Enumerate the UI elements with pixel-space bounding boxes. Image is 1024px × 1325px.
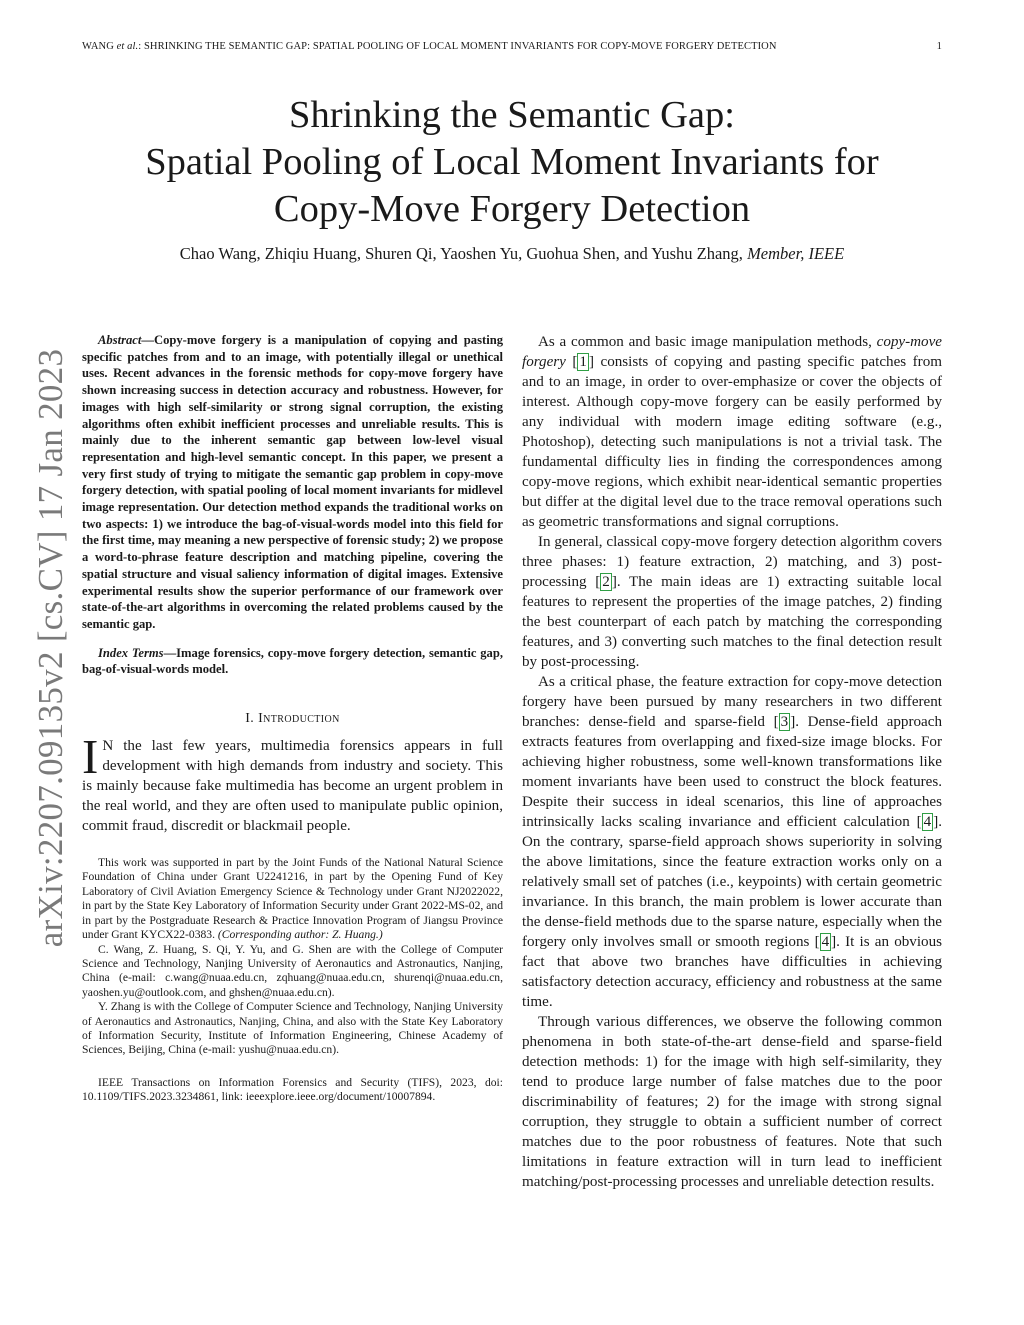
affiliation-footnote-1: C. Wang, Z. Huang, S. Qi, Y. Yu, and G. Shen are with the College of Computer Science and Technology, Nanjing University of Aeronautics and Astronautics, Nanjing, China (e-mail: c.wang@nuaa.edu.cn, zqhuang@nuaa.edu.cn, shurenqi@nuaa.edu.cn, yaoshen.yu@outlook.com, and ghshen@nuaa.edu.cn). [82, 942, 503, 999]
footnotes [82, 856, 503, 1105]
citation-link[interactable]: 2 [602, 574, 610, 590]
section-heading-introduction: I. Introduction [245, 711, 340, 727]
paragraph-2: In general, classical copy-move forgery detection algorithm covers three phases: 1) feature extraction, 2) matching, and 3) post-processing [ 2 ]. The main ideas are 1) extracting suitable local features to represent the properties of the image patches, 2) finding the best counterpart of each patch by matching the corresponding features, and 3) converting such matches to the final detection result by post-processing. [522, 534, 942, 670]
citation-link[interactable]: 4 [821, 934, 830, 950]
affiliation-footnote-2: Y. Zhang is with the College of Computer Science and Technology, Nanjing University of Aeronautics and Astronautics, Nanjing, China, and also with the State Key Laboratory of Information Security, Institute of Information Engineering, Chinese Academy of Sciences, Beijing, China (e-mail: yushu@nuaa.edu.cn). [82, 1000, 503, 1057]
paragraph-4: Through various differences, we observe the following common phenomena in both state-of-the-art dense-field and sparse-field detection methods: 1) for the image with high self-similarity, they tend to produce large number of false matches due to the poor discriminability of features; 2) for the image with strong signal corruption, they struggle to obtain a sufficient number of correct matches due to the poor robustness of features. Note that such limitations in feature extraction will in turn lead to inefficient matching/post-processing processes and unreliable detection results. [522, 1014, 942, 1190]
funding-footnote: This work was supported in part by the Joint Funds of the National Natural Science Foundation of China under Grant U2241216, in part by the Opening Fund of Key Laboratory of Civil Aviation Emergency Science & Technology under Grant NJ2022022, in part by the State Key Laboratory of Information Security under Grant 2022-MS-02, and in part by the Postgraduate Research & Practice Innovation Program of Jiangsu Province under Grant KYCX22-0383. (Corresponding author: Z. Huang.) [82, 856, 503, 942]
authors-names: Chao Wang, Zhiqiu Huang, Shuren Qi, Yaoshen Yu, Guohua Shen, and Yushu Zhang, [179, 244, 743, 263]
title-line-3: Copy-Move Forgery Detection [273, 188, 751, 230]
citation-link[interactable]: 1 [579, 354, 587, 370]
author-list [82, 244, 942, 264]
title-line-1: Shrinking the Semantic Gap: [289, 94, 735, 136]
paragraph-1: As a common and basic image manipulation methods, copy-move forgery [ 1 ] consists of copying and pasting specific patches from and to an image, in order to over-emphasize or cover the objects of interest. Although copy-move forgery can be easily performed by any individual with modern image editing software (e.g., Photoshop), detecting such manipulations is not a trivial task. The fundamental difficulty lies in finding the correspondences among copy-move regions, which exhibit near-identical semantic properties but differ at the digital level due to the trace removal operations such as geometric transformations and signal corruptions. [522, 334, 942, 530]
publication-note: IEEE Transactions on Information Forensics and Security (TIFS), 2023, doi: 10.1109/TIFS.2023.3234861, link: ieeexplore.ieee.org/document/10007894. [82, 1075, 503, 1104]
title-line-2: Spatial Pooling of Local Moment Invariants for [145, 141, 879, 183]
dropcap-letter: I [82, 729, 99, 785]
abstract [82, 332, 503, 633]
left-column [82, 332, 503, 1105]
page-number: 1 [936, 41, 942, 52]
index-terms-text: —Image forensics, copy-move forgery detection, semantic gap, bag-of-visual-words model. [82, 645, 503, 677]
right-column [522, 332, 942, 1192]
author-membership: Member, IEEE [747, 244, 845, 263]
citation-link[interactable]: 3 [780, 714, 789, 730]
citation-link[interactable]: 4 [923, 814, 932, 830]
paper-title [82, 92, 942, 233]
abstract-label: Abstract [98, 333, 142, 347]
running-header [82, 41, 942, 52]
header-title: WANG et al.: SHRINKING THE SEMANTIC GAP: SPATIAL POOLING OF LOCAL MOMENT INVARIANTS FOR COPY-MOVE FORGERY DETECTION [82, 41, 777, 52]
paragraph-3: As a critical phase, the feature extraction for copy-move detection forgery have been pursued by many researchers in two different branches: dense-field and sparse-field [ 3 ]. Dense-field approach extracts features from overlapping and fixed-size image blocks. For achieving higher robustness, some well-known transformations like moment invariants have been used to construct the block features. Despite their success in ideal scenarios, this line of approaches intrinsically lacks scaling invariance and efficient calculation [ 4 ]. On the contrary, sparse-field approach shows superiority in solving the above limitations, since the feature extraction works only on a relatively small set of patches (i.e., keypoints) with certain geometric invariance. In this branch, the main problem is lower accurate than the dense-field methods due to the sparse nature, especially when the forgery only involves small or smooth regions [ 4 ]. It is an obvious fact that above two branches have difficulties in achieving satisfactory detection accuracy, efficiency and robustness at the same time. [522, 674, 943, 1010]
index-terms-label: Index Terms [98, 645, 164, 660]
arxiv-stamp: arXiv:2207.09135v2 [cs.CV] 17 Jan 2023 [31, 348, 70, 948]
index-terms [82, 645, 503, 678]
abstract-text: —Copy-move forgery is a manipulation of copying and pasting specific patches from and to an image, with potentially illegal or unethical uses. Recent advances in the forensic methods for copy-move forgery have shown increasing success in detection accuracy and robustness. However, for images with high self-similarity or strong signal corruption, the existing algorithms often exhibit inefficient processes and unreliable results. This is mainly due to the inherent semantic gap between low-level visual representation and high-level semantic concept. In this paper, we present a very first study of trying to mitigate the semantic gap problem in copy-move forgery detection, with spatial pooling of local moment invariants for midlevel image representation. Our detection method expands the traditional works on two aspects: 1) we introduce the bag-of-visual-words model into this field for the first time, may meaning a new perspective of forensic study; 2) we propose a word-to-phrase feature description and matching pipeline, covering the spatial structure and visual saliency information of digital images. Extensive experimental results show the superior performance of our framework over state-of-the-art algorithms in overcoming the related problems caused by the semantic gap. [82, 333, 503, 631]
intro-paragraph: I N the last few years, multimedia forensics appears in full development with high demands from industry and society. This is mainly because fake multimedia has become an urgent problem in the real world, and they are often used to manipulate public opinion, commit fraud, discredit or blackmail people. [82, 729, 503, 835]
